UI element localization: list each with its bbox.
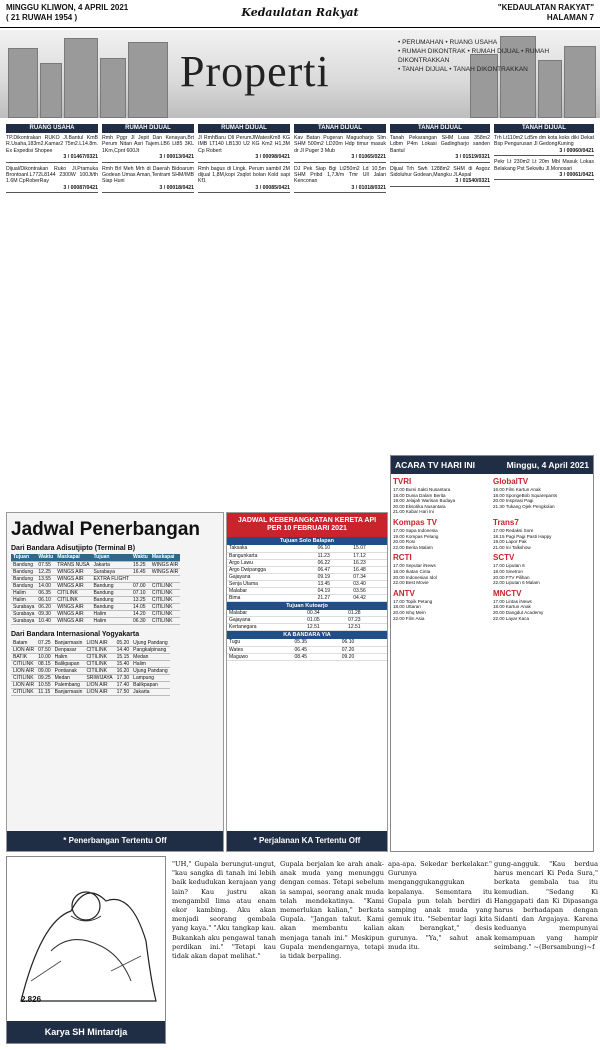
flight-cell: Bandung: [91, 582, 131, 589]
table-row: [227, 559, 387, 566]
table-row: [227, 594, 387, 601]
train-cell: Gajayana: [227, 617, 305, 624]
flight-cell: 10.00: [38, 654, 51, 660]
flight-cell: 06.10: [36, 596, 55, 603]
classified-column-5: [390, 124, 490, 450]
ad-text: Jl RmhBaru Dll PerumJlWatesKm8 KG IMB LT140 LB130 U2 KG Km2 H1,3M Cp Robert: [198, 135, 290, 154]
train-title: JADWAL KEBERANGKATAN KERETA API PER 10 FEBRUARI 2021: [227, 513, 387, 537]
channel-logo: Kompas TV: [393, 517, 438, 527]
table-row: [11, 568, 180, 575]
flight-cell: CITILINK: [84, 661, 114, 668]
properti-banner: [0, 30, 600, 118]
train-cell: 09.19: [316, 573, 352, 580]
classified-ad: [390, 135, 490, 163]
train-cell: 08.45: [293, 653, 340, 660]
flight-cell: Bandung: [91, 596, 131, 603]
flight-cell: CITILINK: [84, 647, 114, 654]
train-cell: Taksaka: [227, 545, 316, 552]
ad-code: 3 / 00085/0421: [255, 184, 290, 191]
flight-cell: CITILINK: [150, 617, 180, 624]
flight-cell: 15.40: [116, 661, 130, 667]
flight-cell: WINGS AIR: [55, 575, 91, 582]
flight-cell: CITILINK: [150, 596, 180, 603]
ad-text: Rmh Brl Meh Mrh di Daerah Bidoarum Godean Umas Aman,Tentram SHM/IMB Siap Huni: [102, 165, 194, 185]
table-row: [11, 675, 170, 682]
column-heading: TANAH DIJUAL: [494, 124, 594, 133]
flight-cell: Balikpapan: [131, 682, 169, 689]
flight-cell: CITILINK: [150, 603, 180, 610]
train-cell: 03.40: [351, 580, 387, 587]
flight-cell: Jakarta: [91, 561, 131, 568]
flight-cell: CITILINK: [150, 582, 180, 589]
flight-cell: 13.55: [36, 575, 55, 582]
classified-column-1: [6, 124, 98, 506]
ad-code: 3 / 00013/0421: [159, 154, 194, 161]
table-row: [227, 573, 387, 580]
channel-logo: TVRI: [393, 477, 412, 486]
flight-cell: 07.25: [38, 639, 51, 646]
table-row: [11, 617, 180, 624]
train-cell: 15.07: [351, 545, 387, 552]
table-row: [11, 654, 170, 661]
ad-code: 3 / 00087/0421: [63, 184, 98, 191]
header-slogan: "KEDAULATAN RAKYAT": [497, 3, 594, 12]
classified-column-6: [494, 124, 594, 450]
flight-cell: Lampung: [131, 675, 169, 682]
section-title: Properti: [180, 47, 330, 96]
flight-cell: 09.00: [38, 668, 51, 674]
column-header: Maskapai: [55, 554, 91, 561]
flight-cell: WINGS AIR: [55, 603, 91, 610]
ad-code: 3 / 01540/0321: [455, 178, 490, 185]
table-row: [11, 668, 170, 675]
train-cell: Gajayana: [227, 573, 316, 580]
train-cell: 06.22: [316, 559, 352, 566]
train-cell: 13.45: [316, 580, 352, 587]
channel-logo: Trans7: [493, 517, 519, 527]
train-cell: 17.12: [351, 552, 387, 559]
program-list: 17.00 Topik Petang 18.00 Uttaran 20.00 Ishq Mein 22.00 Film Asia: [393, 598, 433, 621]
story-column-2: Gupala berjalan ke arah anak-anak muda yang menunggu dengan cemas. Tetapi sebelum ia sampai, seorang anak muda telah mendekatinya. "Kami memerlukan kalian," berkata Gupala. "Jangan takut. Kami akan membantu kalian menjaga tanah ini." Meskipun Gupala mendengarnya, tetapi ia tidak berpaling.: [280, 860, 384, 961]
flight-cell: 07.00: [131, 582, 150, 589]
intl-heading: Dari Bandara Internasional Yogyakarta: [11, 630, 140, 638]
flight-cell: LION AIR: [13, 668, 35, 674]
channel-logo: SCTV: [493, 553, 515, 563]
flight-cell: Surabaya: [13, 610, 35, 617]
header-hijri-date: ( 21 RUWAH 1954 ): [6, 13, 78, 22]
story-column-3: apa-apa. Sekedar berkelakar." Gurunya menganggukanggukan kepalanya. Sementara itu Gupala pun telah berdiri di samping anak muda yang gemuk itu. "Sebentar lagi kita akan berangkat," desis gurunya. "Ya," sahut anak muda itu.: [388, 860, 492, 951]
column-header: Tujuan: [91, 554, 131, 561]
flight-cell: Surabaya: [13, 617, 35, 624]
classified-ad: [294, 166, 386, 194]
train-cell: 07.20: [340, 646, 387, 653]
flight-cell: Ujung Pandang: [133, 639, 168, 646]
ad-code: 3 / 01018/0321: [351, 184, 386, 191]
flight-cell: Banjarmasin: [54, 689, 83, 695]
ad-text: Trh Lt110m2 Ld5m dm kota koks diki Dekat Bsp Pengurusan Jl GedongKuning: [494, 135, 594, 148]
table-row: [227, 653, 387, 660]
table-row: [11, 596, 180, 603]
column-heading: RUMAH DIJUAL: [102, 124, 194, 133]
column-heading: TANAH DIJUAL: [390, 124, 490, 133]
flight-cell: 14.05: [131, 603, 150, 610]
classified-ad: [390, 166, 490, 187]
train-cell: 11.23: [316, 552, 352, 559]
page-header: [0, 0, 600, 28]
train-subheading: Tujuan Solo Balapan: [227, 537, 387, 545]
train-table-yia: [227, 639, 387, 661]
flight-cell: CITILINK: [84, 668, 114, 675]
flight-cell: CITILINK: [11, 689, 36, 696]
flight-cell: Pangkalpinang: [131, 647, 169, 654]
ad-text: Dijual Trh Swh 1288m2 SHM di Asgoz Sidoluhur Godean,Mangku Jl.Aspal: [390, 165, 490, 179]
comic-caption: Karya SH Mintardja: [7, 1021, 165, 1043]
flight-cell: CITILINK: [11, 661, 36, 668]
ad-text: Kav Batan Pugeran Maguoharjo Slm SHM 500m2 LD20m Hdp timur masuk dr Jl Puger 3 Mub: [294, 135, 386, 154]
flight-cell: WINGS AIR: [55, 617, 91, 624]
flight-cell: 09.30: [36, 610, 55, 617]
train-cell: 06.45: [293, 646, 340, 653]
train-table-solo: [227, 545, 387, 602]
ad-code: 3 / 01467/0321: [63, 154, 98, 161]
train-cell: Malabar: [227, 610, 305, 617]
tv-channel: [493, 588, 591, 621]
program-list: 17.00 Lintas iNews 18.00 Kartun Anak 20.00 Dangdut Academy 22.00 Layar Kaca: [493, 598, 544, 621]
flight-cell: CITILINK: [84, 654, 114, 661]
comic-panel: [6, 856, 166, 1044]
channel-logo: MNCTV: [493, 588, 522, 598]
flight-footer: * Penerbangan Tertentu Off: [7, 831, 223, 851]
train-cell: 21.27: [316, 594, 352, 601]
domestic-flight-table: [11, 554, 180, 625]
table-row: [227, 617, 387, 624]
flight-cell: WINGS AIR: [151, 568, 179, 575]
flight-cell: Halim: [53, 654, 85, 661]
flight-cell: 06.35: [36, 589, 55, 596]
flight-cell: TRANS NUSA: [57, 561, 90, 568]
tv-title: ACARA TV HARI INI: [395, 460, 475, 470]
train-cell: 12.51: [305, 624, 346, 631]
train-cell: Malabar: [227, 587, 316, 594]
flight-cell: 07.50: [38, 647, 51, 653]
flight-cell: Halim: [11, 589, 36, 596]
table-row: [11, 561, 180, 568]
header-page-number: HALAMAN 7: [546, 13, 594, 22]
flight-cell: 17.30: [116, 675, 130, 681]
flight-cell: LION AIR: [84, 689, 114, 696]
table-row: [11, 610, 180, 617]
table-row: [11, 603, 180, 610]
flight-cell: 06.30: [131, 617, 150, 624]
train-cell: 01.05: [305, 617, 346, 624]
flight-cell: Medan: [53, 675, 85, 682]
table-row: [11, 640, 170, 647]
train-cell: 16.48: [351, 566, 387, 573]
ad-text: Rmh bagus di Lingk. Perum sambil 2M dijual 1,8M,kopi 2sqlot bolan Kold sapi Kf1: [198, 165, 290, 185]
classified-ad: [494, 135, 594, 156]
flight-cell: Halim: [91, 610, 131, 617]
flight-cell: BATIK: [11, 654, 36, 661]
flight-cell: Jakarta: [131, 689, 169, 696]
story-column-1: "UH," Gupala berungut-ungut, "kau sangka di tanah ini lebih baik kedudukan kerajaan yang lain? Kau justru akan mengambil lima atau enam ekor kambing. Aku akan menjadi seorang gembala yang kaya." "Aku tangkap kau. Bukankah aku pengawal tanah perdikan ini." "Tetapi kau tidak akan dapat melihat.": [172, 860, 276, 961]
program-list: 17.00 Seputar iNews 18.00 Ikatan Cinta 20.00 Indonesian Idol 22.00 Best Movie: [393, 563, 437, 586]
classified-ad: [6, 135, 98, 163]
table-row: [227, 580, 387, 587]
train-cell: Wates: [227, 646, 293, 653]
flight-cell: 14.20: [131, 610, 150, 617]
domestic-heading: Dari Bandara Adisutjipto (Terminal B): [11, 545, 136, 552]
flight-cell: [150, 575, 180, 582]
column-heading: TANAH DIJUAL: [294, 124, 386, 133]
ad-text: DJ Pek Siap Bgi Lt250m2 Ld 10,5m SHM Pribd 1,7Jt/m Tmr Ull Jalan Kenconan: [294, 165, 386, 185]
flight-cell: LION AIR: [84, 682, 114, 689]
train-cell: Bima: [227, 594, 316, 601]
flight-cell: 14.40: [116, 647, 130, 653]
column-heading: RUANG USAHA: [6, 124, 98, 133]
flight-cell: 05.20: [116, 639, 130, 646]
table-row: [11, 647, 170, 654]
tv-date: Minggu, 4 April 2021: [506, 460, 589, 470]
tv-header: [391, 456, 593, 474]
train-cell: 07.34: [351, 573, 387, 580]
table-row: [227, 566, 387, 573]
ad-code: 3 / 00060/0421: [559, 147, 594, 154]
flight-cell: Bandung: [91, 603, 131, 610]
classified-ad: [494, 159, 594, 180]
tv-schedule: [390, 455, 594, 852]
classified-ad: [102, 135, 194, 163]
channel-logo: GlobalTV: [493, 477, 529, 486]
flight-schedule: [6, 512, 224, 852]
tv-channel: [493, 476, 591, 515]
flight-cell: Halim: [131, 661, 169, 668]
train-cell: 06.47: [316, 566, 352, 573]
flight-cell: Balikpapan: [53, 661, 85, 668]
flight-cell: Surabaya: [13, 603, 35, 610]
program-list: 17.00 Redaksi Sore 18.15 Pagi Pagi Pasti Happy 19.00 Lapor Pak 21.00 Ini Talkshow: [493, 527, 552, 550]
story-column-4: gung-angguk. "Kau berdua harus mencari Ki Peda Sura," berkata gembala tua itu kemudian. "Sedang Ki Hanggapati dan Ki Dipasanga harus berhadapan dengan Sidanti dan Argajaya. Karena keduanya mempunyai kemampuan yang hampir seimbang." ~(Bersambung)~f: [494, 860, 598, 951]
tv-channel: [393, 517, 491, 550]
flight-cell: CITILINK: [150, 610, 180, 617]
tv-channel: [393, 588, 491, 621]
flight-cell: LION AIR: [84, 640, 114, 647]
column-header: Waktu: [38, 554, 54, 561]
train-cell: Argo Dwipangga: [227, 566, 316, 573]
train-cell: 12.51: [346, 624, 387, 631]
category-list: • PERUMAHAN • RUANG USAHA • RUMAH DIKONTRAK • RUMAH DIJUAL • RUMAH DIKONTRAKKAN • TANAH DIJUAL • TANAH DIKONTRAKKAN: [398, 39, 550, 73]
intl-flight-table: [11, 640, 170, 697]
flight-cell: Denpasar: [53, 647, 85, 654]
tv-channel-grid: [391, 474, 593, 623]
flight-cell: Bandung: [11, 575, 36, 582]
channel-logo: RCTI: [393, 553, 412, 563]
flight-cell: 17.40: [116, 682, 130, 688]
train-cell: 06.10: [340, 639, 387, 646]
flight-cell: 11.15: [36, 689, 53, 696]
flight-cell: Palembang: [53, 682, 85, 689]
train-cell: Bangunkarta: [227, 552, 316, 559]
table-row: [227, 587, 387, 594]
train-cell: 01.28: [346, 610, 387, 617]
header-date: MINGGU KLIWON, 4 APRIL 2021: [6, 3, 129, 12]
channel-logo: ANTV: [393, 588, 415, 598]
flight-cell: EXTRA FLIGHT: [93, 575, 130, 582]
train-cell: 04.19: [316, 587, 352, 594]
table-row: [227, 610, 387, 617]
flight-cell: 10.40: [36, 617, 55, 624]
table-row: [11, 682, 170, 689]
program-list: 17.00 Bumi Sakti Nusantara 18.00 Dunia Dalam Berita 19.00 Jelajah Warisan Budaya 20.00 Eksotika Nusantara 21.00 Kabar Hari Ini: [393, 487, 456, 515]
flight-cell: CITILINK: [150, 589, 180, 596]
flight-cell: 06.20: [36, 603, 55, 610]
train-footer: * Perjalanan KA Tertentu Off: [227, 831, 387, 851]
flight-cell: Bandung: [11, 582, 36, 589]
flight-cell: 15.15: [116, 654, 130, 660]
column-header: Maskapai: [150, 554, 180, 561]
flight-cell: WINGS AIR: [55, 582, 91, 589]
flight-cell: Bandung: [91, 589, 131, 596]
masthead: Kedaulatan Rakyat: [241, 6, 359, 19]
ad-text: Tanah Pekarangan SHM Luas 358m2 Ldbm P4m Lokasi Gadingharjo sanden Bantul: [390, 135, 490, 154]
tv-channel: [493, 552, 591, 585]
program-list: 17.00 Liputan 6 18.00 Sinetron 20.00 FTV Pilihan 22.00 Liputan 6 Malam: [493, 563, 540, 586]
ad-code: 3 / 00018/0421: [159, 184, 194, 191]
classified-column-3: [198, 124, 290, 506]
header-right-block: [498, 3, 594, 23]
train-cell: 00.34: [305, 610, 346, 617]
flight-cell: Halim: [91, 617, 131, 624]
classified-ad: [102, 166, 194, 194]
column-heading: RUMAH DIJUAL: [198, 124, 290, 133]
table-row: [11, 689, 170, 696]
train-subheading: Tujuan Kutoarjo: [227, 602, 387, 610]
ad-code: 3 / 00098/0421: [255, 154, 290, 161]
flight-cell: 16.20: [116, 668, 130, 674]
flight-cell: CITILINK: [11, 675, 36, 682]
flight-cell: 15.25: [131, 561, 150, 568]
flight-cell: Halim: [11, 596, 36, 603]
table-row: [11, 589, 180, 596]
ad-code: 3 / 00061/0421: [559, 172, 594, 179]
train-cell: 06.10: [316, 545, 352, 552]
ad-code: 3 / 01519/0321: [455, 154, 490, 161]
flight-cell: CITILINK: [55, 589, 91, 596]
table-row: [11, 582, 180, 589]
table-row: [11, 661, 170, 668]
tv-channel: [393, 476, 491, 515]
flight-cell: Ujung Pandang: [133, 668, 168, 674]
tv-channel: [493, 517, 591, 550]
flight-cell: WINGS AIR: [55, 610, 91, 617]
column-header: Waktu: [133, 554, 148, 561]
flight-cell: Bandung: [11, 568, 36, 575]
flight-cell: 14.00: [36, 582, 55, 589]
classified-column-2: [102, 124, 194, 506]
flight-cell: 12.25: [36, 568, 55, 575]
table-row: [11, 575, 180, 582]
train-cell: 05.35: [293, 639, 340, 646]
flight-cell: 07.10: [131, 589, 150, 596]
program-list: 17.00 Sapa Indonesia 19.00 Kompas Petang 20.00 Rosi 22.00 Berita Malam: [393, 527, 439, 550]
flight-cell: LION AIR: [13, 647, 35, 653]
train-subheading: KA BANDARA YIA: [227, 631, 387, 639]
train-cell: Kertanegara: [227, 624, 305, 631]
ad-text: TP.Dikontrakan RUKO Jl.Bantul KmB R.Usaha,183m2.Kamar2 75m2.L14.8m. Ex Expedisi Shopee: [6, 135, 98, 154]
program-list: 16.00 Film Kartun Anak 18.00 SpongeBob Squarepants 20.00 Inspirasi Pagi 21.30 Tukang Ojek Pengkolan: [493, 487, 558, 509]
flight-cell: Pontianak: [53, 668, 85, 675]
flight-cell: LION AIR: [13, 682, 35, 688]
flight-cell: SRIWIJAYA: [86, 675, 113, 681]
comic-illustration: [11, 861, 161, 1011]
flight-cell: CITILINK: [55, 596, 91, 603]
train-cell: 04.42: [351, 594, 387, 601]
train-cell: 16.23: [351, 559, 387, 566]
flight-cell: Batam: [11, 640, 36, 647]
classified-ad: [294, 135, 386, 163]
table-row: [227, 624, 387, 631]
flight-cell: 09.25: [38, 675, 51, 681]
classified-ad: [6, 166, 98, 194]
table-row: [227, 646, 387, 653]
flight-cell: Surabaya: [91, 568, 131, 575]
flight-cell: 08.15: [38, 661, 51, 667]
train-cell: 07.23: [346, 617, 387, 624]
table-row: [227, 552, 387, 559]
flight-cell: Bandung: [11, 561, 36, 568]
train-cell: Tugu: [227, 639, 293, 646]
classified-ad: [198, 135, 290, 163]
flight-cell: 07.55: [36, 561, 55, 568]
flight-cell: 13.25: [131, 596, 150, 603]
ad-code: 3 / 01065/0221: [351, 154, 386, 161]
train-cell: Maguwo: [227, 653, 293, 660]
train-table-kutoarjo: [227, 610, 387, 632]
flight-cell: Medan: [131, 654, 169, 661]
classified-ad: [198, 166, 290, 194]
column-header: Tujuan: [11, 554, 36, 561]
ad-text: Dijual/Dikontrakan Ruko Jl.Pramuka Brontoanl.L772L8144 2300W 100Jt/th 1.6M CpRoberRay: [6, 165, 98, 185]
train-cell: 09.20: [340, 653, 387, 660]
tv-channel: [393, 552, 491, 585]
flight-cell: WINGS AIR: [55, 568, 91, 575]
table-row: [227, 639, 387, 646]
train-schedule: [226, 512, 388, 852]
flight-cell: [131, 575, 150, 582]
classified-column-4: [294, 124, 386, 506]
train-cell: Argo Lawu: [227, 559, 316, 566]
train-cell: 03.56: [351, 587, 387, 594]
comic-number: 2.826: [21, 995, 42, 1004]
flight-cell: Banjarmasin: [54, 639, 83, 646]
flight-title: Jadwal Penerbangan: [11, 519, 201, 540]
train-cell: Senja Utama: [227, 580, 316, 587]
flight-cell: 10.55: [38, 682, 51, 688]
flight-cell: 17.50: [116, 689, 130, 695]
table-row: [227, 545, 387, 552]
flight-cell: 16.45: [131, 568, 150, 575]
ad-text: Pekr Lt 230m2 Lt 20m Mbl Masuk Lokas Belakang Pst Sekwitu Jl.Monosari: [494, 159, 594, 172]
ad-text: Rmh Pggr Jl Jepit Dan Kenayan,Brt Perum Nitan Asri Tajem.LB6 Lt85 3KL 1Km,Cpnt 600Jt: [102, 135, 194, 154]
flight-cell: WINGS AIR: [151, 561, 179, 568]
